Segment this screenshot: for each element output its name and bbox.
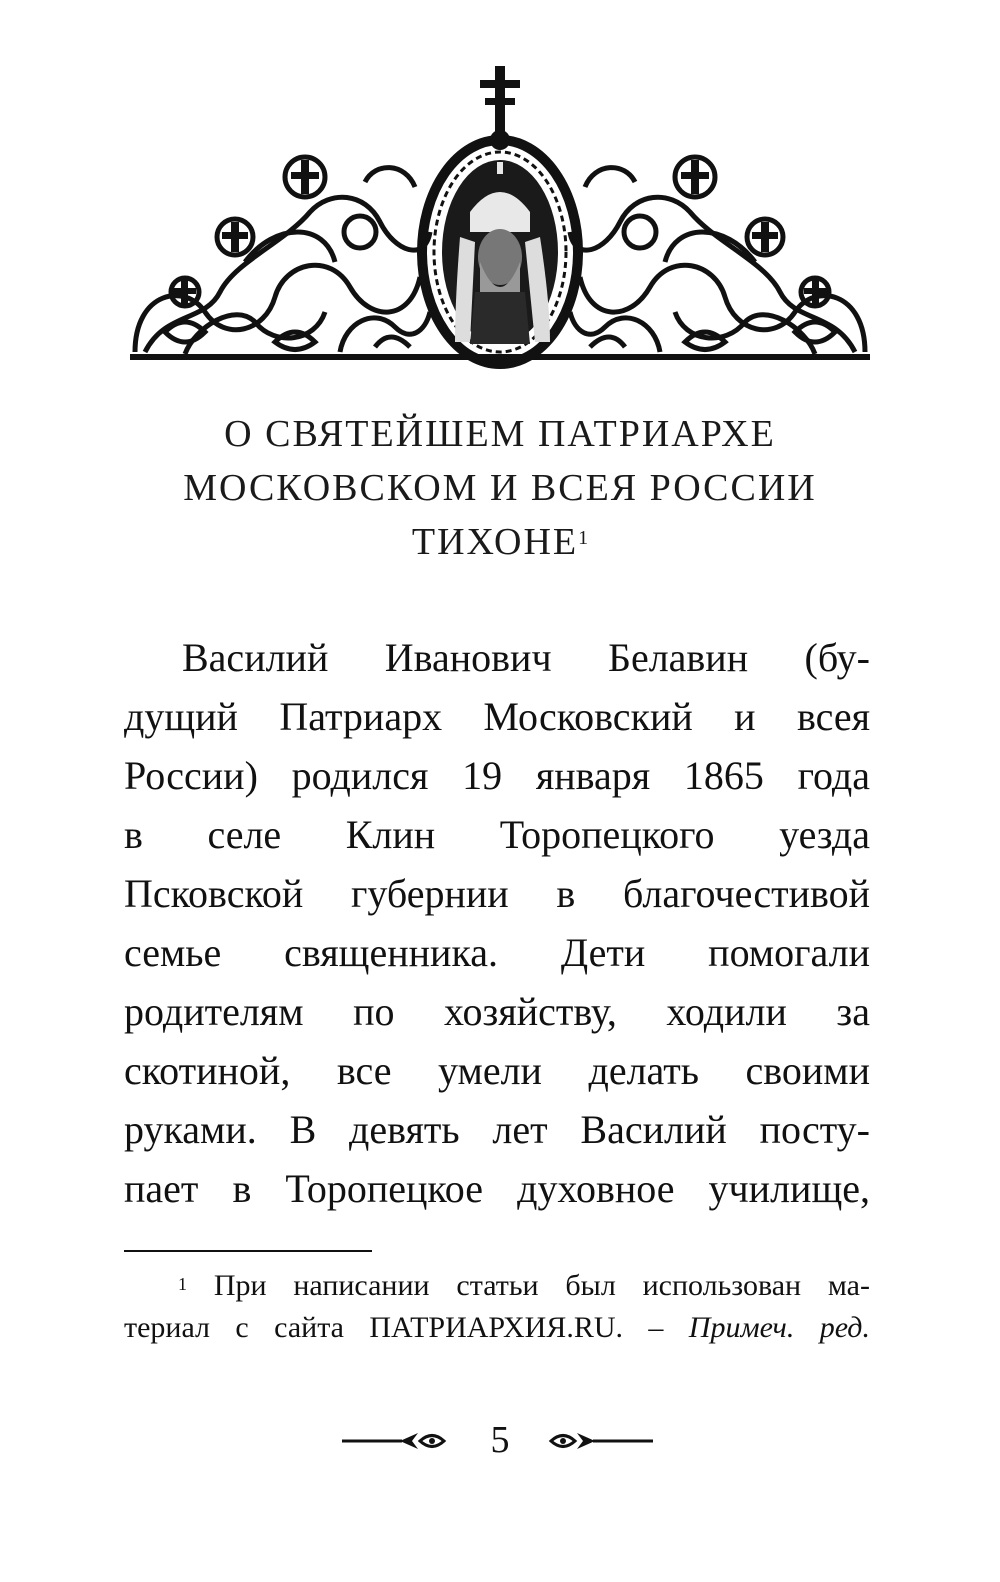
body-line: родителям по хозяйству, ходили за bbox=[124, 989, 870, 1034]
body-line: руками. В девять лет Василий посту- bbox=[124, 1107, 870, 1152]
body-line: Василий Иванович Белавин (бу- bbox=[182, 635, 870, 680]
ornament-portrait-header bbox=[125, 62, 875, 372]
body-line: России) родился 19 января 1865 года bbox=[124, 753, 870, 798]
footnote-line-1 bbox=[124, 1265, 870, 1307]
title-line-3 bbox=[110, 515, 890, 569]
title-footnote-mark[interactable]: 1 bbox=[578, 527, 589, 549]
footnote-line-2-text: териал с сайта ПАТРИАРХИЯ.RU. – bbox=[124, 1311, 689, 1344]
footnote-editor-note: Примеч. ред. bbox=[688, 1311, 870, 1344]
folio-ornament-right-icon bbox=[545, 1416, 655, 1466]
body-line: скотиной, все умели делать своими bbox=[124, 1048, 870, 1093]
title-line-1: О СВЯТЕЙШЕМ ПАТРИАРХЕ bbox=[224, 413, 776, 455]
body-line: Псковской губернии в благочестивой bbox=[124, 871, 870, 916]
body-line: семье священника. Дети помогали bbox=[124, 930, 870, 975]
page-number-block bbox=[330, 1416, 670, 1466]
footnote-line-2 bbox=[124, 1307, 870, 1349]
body-line: в селе Клин Торопецкого уезда bbox=[124, 812, 870, 857]
body-line: пает в Торопецкое духовное училище, bbox=[124, 1166, 870, 1211]
footnote-line-1-text: При написании статьи был использован ма- bbox=[213, 1269, 870, 1302]
chapter-title bbox=[110, 407, 890, 569]
page-number: 5 bbox=[490, 1419, 510, 1461]
footnote-mark: 1 bbox=[178, 1274, 187, 1294]
body-paragraph bbox=[124, 628, 870, 1218]
footnote bbox=[124, 1265, 870, 1349]
title-line-3-text: ТИХОНЕ bbox=[411, 521, 579, 563]
footnote-divider bbox=[124, 1250, 372, 1252]
title-line-2: МОСКОВСКОМ И ВСЕЯ РОССИИ bbox=[183, 467, 817, 509]
body-line: дущий Патриарх Московский и всея bbox=[124, 694, 870, 739]
